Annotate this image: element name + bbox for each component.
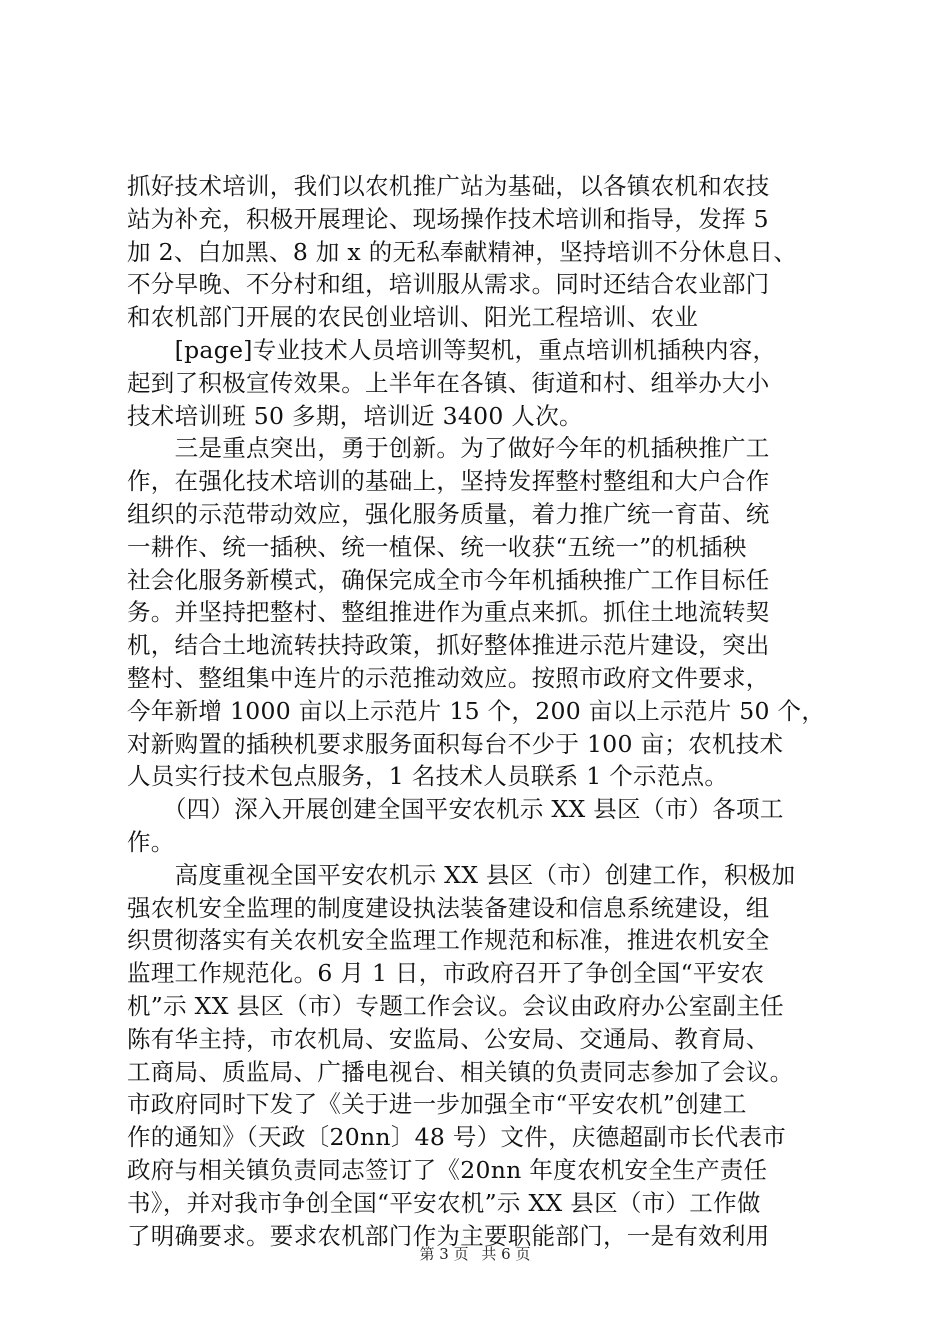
page-number: 第 3 页 (419, 1245, 469, 1263)
text-line: 起到了积极宣传效果。上半年在各镇、街道和村、组举办大小 (127, 368, 770, 397)
page-footer (0, 1243, 950, 1264)
text-line: 人员实行技术包点服务，1 名技术人员联系 1 个示范点。 (127, 762, 729, 791)
text-line: 抓好技术培训，我们以农机推广站为基础，以各镇农机和农技 (127, 172, 770, 200)
text-line: 今年新增 1000 亩以上示范片 15 个，200 亩以上示范片 50 个， (127, 696, 826, 725)
text-line: 作，在强化技术培训的基础上，坚持发挥整村整组和大户合作 (127, 467, 770, 496)
text-line: 了明确要求。要求农机部门作为主要职能部门，一是有效利用 (127, 1221, 770, 1250)
text-line: 机”示 XX 县区（市）专题工作会议。会议由政府办公室副主任 (127, 991, 784, 1020)
text-line: 对新购置的插秧机要求服务面积每台不少于 100 亩；农机技术 (127, 729, 784, 758)
text-line: 作的通知》（天政〔20nn〕48 号）文件，庆德超副市长代表市 (127, 1123, 787, 1152)
text-line: [page]专业技术人员培训等契机，重点培训机插秧内容， (127, 335, 777, 364)
text-line: 市政府同时下发了《关于进一步加强全市“平安农机”创建工 (127, 1090, 747, 1119)
text-line: 和农机部门开展的农民创业培训、阳光工程培训、农业 (127, 303, 699, 332)
text-line: 机，结合土地流转扶持政策，抓好整体推进示范片建设，突出 (127, 631, 770, 660)
text-line: 三是重点突出，勇于创新。为了做好今年的机插秧推广工 (127, 434, 770, 463)
text-line: 组织的示范带动效应，强化服务质量，着力推广统一育苗、统 (127, 499, 770, 528)
text-line: 书》，并对我市争创全国“平安农机”示 XX 县区（市）工作做 (127, 1188, 761, 1217)
text-line: 整村、整组集中连片的示范推动效应。按照市政府文件要求， (127, 663, 770, 692)
text-line: 强农机安全监理的制度建设执法装备建设和信息系统建设，组 (127, 893, 770, 922)
text-line: 作。 (127, 827, 175, 856)
text-line: 社会化服务新模式，确保完成全市今年机插秧推广工作目标任 (127, 565, 770, 594)
text-line: 高度重视全国平安农机示 XX 县区（市）创建工作，积极加 (127, 860, 796, 889)
text-line: 技术培训班 50 多期，培训近 3400 人次。 (127, 401, 583, 430)
text-line: 工商局、质监局、广播电视台、相关镇的负责同志参加了会议。 (127, 1057, 794, 1086)
text-line: 务。并坚持把整村、整组推进作为重点来抓。抓住土地流转契 (127, 598, 770, 627)
text-line: 政府与相关镇负责同志签订了《20nn 年度农机安全生产责任 (127, 1155, 768, 1184)
page-total: 共 6 页 (481, 1245, 531, 1263)
text-line: 站为补充，积极开展理论、现场操作技术培训和指导，发挥 5 (127, 204, 769, 233)
text-line: 加 2、白加黑、8 加 x 的无私奉献精神，坚持培训不分休息日、 (127, 237, 798, 266)
text-line: 一耕作、统一插秧、统一植保、统一收获“五统一”的机插秧 (127, 532, 747, 561)
text-line: 不分早晚、不分村和组，培训服从需求。同时还结合农业部门 (127, 270, 770, 299)
text-line: 陈有华主持，市农机局、安监局、公安局、交通局、教育局、 (127, 1024, 770, 1053)
text-line: 织贯彻落实有关农机安全监理工作规范和标准，推进农机安全 (127, 926, 770, 955)
body-text (127, 170, 827, 1252)
text-line: 监理工作规范化。6 月 1 日，市政府召开了争创全国“平安农 (127, 959, 765, 988)
text-line: （四）深入开展创建全国平安农机示 XX 县区（市）各项工 (127, 795, 784, 824)
